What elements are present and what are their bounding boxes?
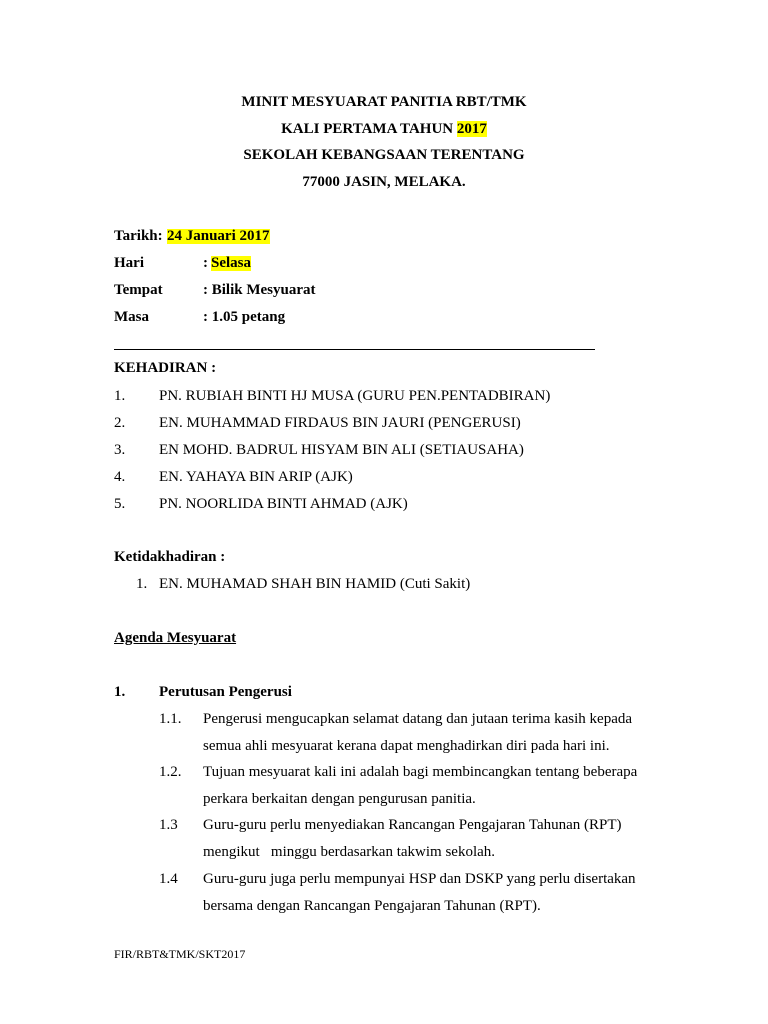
agenda-item-number: 1.1. <box>159 711 182 727</box>
agenda-item-text: semua ahli mesyuarat kerana dapat menghadirkan diri pada hari ini. <box>203 738 610 754</box>
header-subtitle-text: KALI PERTAMA TAHUN <box>281 121 457 137</box>
kehadiran-item: PN. RUBIAH BINTI HJ MUSA (GURU PEN.PENTADBIRAN) <box>159 388 551 404</box>
agenda-item-text: perkara berkaitan dengan pengurusan panitia. <box>203 791 476 807</box>
agenda-item-text: Guru-guru perlu menyediakan Rancangan Pengajaran Tahunan (RPT) <box>203 817 622 833</box>
hari-value: Selasa <box>211 255 252 271</box>
agenda-item-text: bersama dengan Rancangan Pengajaran Tahunan (RPT). <box>203 898 541 914</box>
ketidakhadiran-title: Ketidakhadiran : <box>114 549 226 565</box>
hari-separator: : <box>203 255 208 271</box>
kehadiran-item: EN. YAHAYA BIN ARIP (AJK) <box>159 469 353 485</box>
header-title: MINIT MESYUARAT PANITIA RBT/TMK <box>241 94 527 110</box>
section-number: 1. <box>114 684 126 700</box>
kehadiran-item: PN. NOORLIDA BINTI AHMAD (AJK) <box>159 496 408 512</box>
agenda-item-number: 1.3 <box>159 817 178 833</box>
kehadiran-item: EN MOHD. BADRUL HISYAM BIN ALI (SETIAUSAHA) <box>159 442 524 458</box>
kehadiran-num: 1. <box>114 388 126 404</box>
hari-label: Hari <box>114 255 144 271</box>
masa-label: Masa <box>114 309 149 325</box>
ketidakhadiran-item: EN. MUHAMAD SHAH BIN HAMID (Cuti Sakit) <box>159 576 471 592</box>
header-school: SEKOLAH KEBANGSAAN TERENTANG <box>243 147 525 163</box>
tarikh-label: Tarikh: <box>114 228 163 244</box>
agenda-item-text: mengikut minggu berdasarkan takwim sekolah. <box>203 844 496 860</box>
ketidakhadiran-num: 1. <box>136 576 148 592</box>
agenda-item-text: Guru-guru juga perlu mempunyai HSP dan DSKP yang perlu disertakan <box>203 871 636 887</box>
agenda-item-text: Tujuan mesyuarat kali ini adalah bagi membincangkan tentang beberapa <box>203 764 638 780</box>
kehadiran-num: 2. <box>114 415 126 431</box>
header-year-highlight: 2017 <box>456 121 487 137</box>
agenda-item-number: 1.4 <box>159 871 178 887</box>
divider-line <box>114 349 595 350</box>
kehadiran-item: EN. MUHAMMAD FIRDAUS BIN JAURI (PENGERUSI) <box>159 415 521 431</box>
section-title: Perutusan Pengerusi <box>159 684 292 700</box>
tarikh-value: 24 Januari 2017 <box>167 228 270 244</box>
kehadiran-num: 5. <box>114 496 126 512</box>
tempat-value: : Bilik Mesyuarat <box>203 282 316 298</box>
agenda-title: Agenda Mesyuarat <box>114 630 237 646</box>
kehadiran-num: 3. <box>114 442 126 458</box>
kehadiran-num: 4. <box>114 469 126 485</box>
kehadiran-title: KEHADIRAN : <box>114 360 217 376</box>
header-address: 77000 JASIN, MELAKA. <box>302 174 466 190</box>
masa-value: : 1.05 petang <box>203 309 286 325</box>
agenda-item-text: Pengerusi mengucapkan selamat datang dan jutaan terima kasih kepada <box>203 711 633 727</box>
footer-code: FIR/RBT&TMK/SKT2017 <box>114 947 246 961</box>
agenda-item-number: 1.2. <box>159 764 182 780</box>
tempat-label: Tempat <box>114 282 163 298</box>
header-subtitle <box>0 122 768 137</box>
